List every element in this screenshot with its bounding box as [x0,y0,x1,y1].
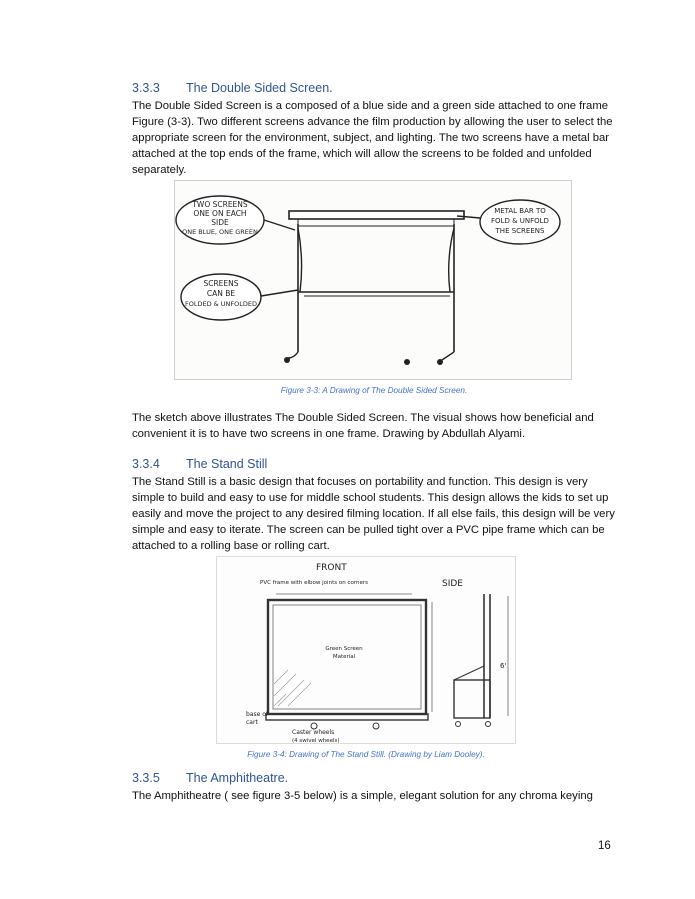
section-body: The Stand Still is a basic design that focuses on portability and function. This design is very simple to build and easy to use for middle school students. This design allows the kids to set up easily and move the project to any desired filming location. If all else fails, this design will be very simple and easy to iterate. The screen can be pulled tight over a PVC pipe frame which can be attached to a rolling base or rolling cart. [132,476,615,552]
figure-description: The sketch above illustrates The Double Sided Screen. The visual shows how beneficial and convenient it is to have two screens in one frame. Drawing by Abdullah Alyami. [132,412,594,440]
pvc-note: PVC frame with elbow joints on corners [260,580,368,586]
annotation-two-screens: TWO SCREENS [192,200,248,209]
page-number: 16 [598,840,611,852]
svg-text:SIDE: SIDE [211,218,229,227]
section-heading-3-3-5 [132,770,615,786]
annotation-metal-bar: METAL BAR TO [494,207,546,215]
section-heading-3-3-4 [132,456,615,472]
page-content [132,80,615,804]
section-title: The Double Sided Screen. [186,81,333,95]
stand-still-drawing [216,556,516,744]
figure-3-3 [174,180,574,396]
label-green-screen: Green Screen [325,646,363,652]
section-title: The Amphitheatre. [186,771,289,785]
double-sided-screen-drawing [174,180,572,380]
svg-text:CAN BE: CAN BE [206,289,236,298]
section-body: The Amphitheatre ( see figure 3-5 below) is a simple, elegant solution for any chroma keying [132,790,593,802]
section-title: The Stand Still [186,457,268,471]
figure-caption: Figure 3-3: A Drawing of The Double Sided Screen. [280,386,468,395]
label-dim-side: 6' [500,662,507,670]
figure-caption: Figure 3-4: Drawing of The Stand Still. (Drawing by Liam Dooley). [247,750,485,759]
svg-text:Material: Material [332,654,356,660]
label-front: FRONT [316,563,347,573]
svg-text:THE SCREENS: THE SCREENS [495,227,545,235]
label-caster-wheels: Caster wheels [292,729,335,736]
svg-text:FOLDED & UNFOLDED: FOLDED & UNFOLDED [184,300,258,308]
figure-3-4 [216,556,516,760]
section-heading-3-3-3 [132,80,615,96]
section-body: The Double Sided Screen is a composed of a blue side and a green side attached to one frame Figure (3-3). Two different screens advance the film production by allowing the user to select the appropriate screen for the environment, subject, and lighting. The two screens have a metal bar attached at the top ends of the frame, which will allow the screens to be folded and unfolded separately. [132,100,613,176]
svg-text:cart: cart [246,719,258,726]
svg-text:FOLD & UNFOLD: FOLD & UNFOLD [491,217,549,225]
svg-text:ONE BLUE, ONE GREEN: ONE BLUE, ONE GREEN [182,228,258,236]
section-number: 3.3.4 [132,457,160,471]
label-side: SIDE [442,579,463,589]
svg-text:ONE ON EACH: ONE ON EACH [193,209,247,218]
section-number: 3.3.5 [132,771,160,785]
label-base-of-cart: base of [246,711,268,718]
annotation-screens-fold: SCREENS [203,279,239,288]
svg-text:(4 swivel wheels): (4 swivel wheels) [292,738,340,744]
section-number: 3.3.3 [132,81,160,95]
